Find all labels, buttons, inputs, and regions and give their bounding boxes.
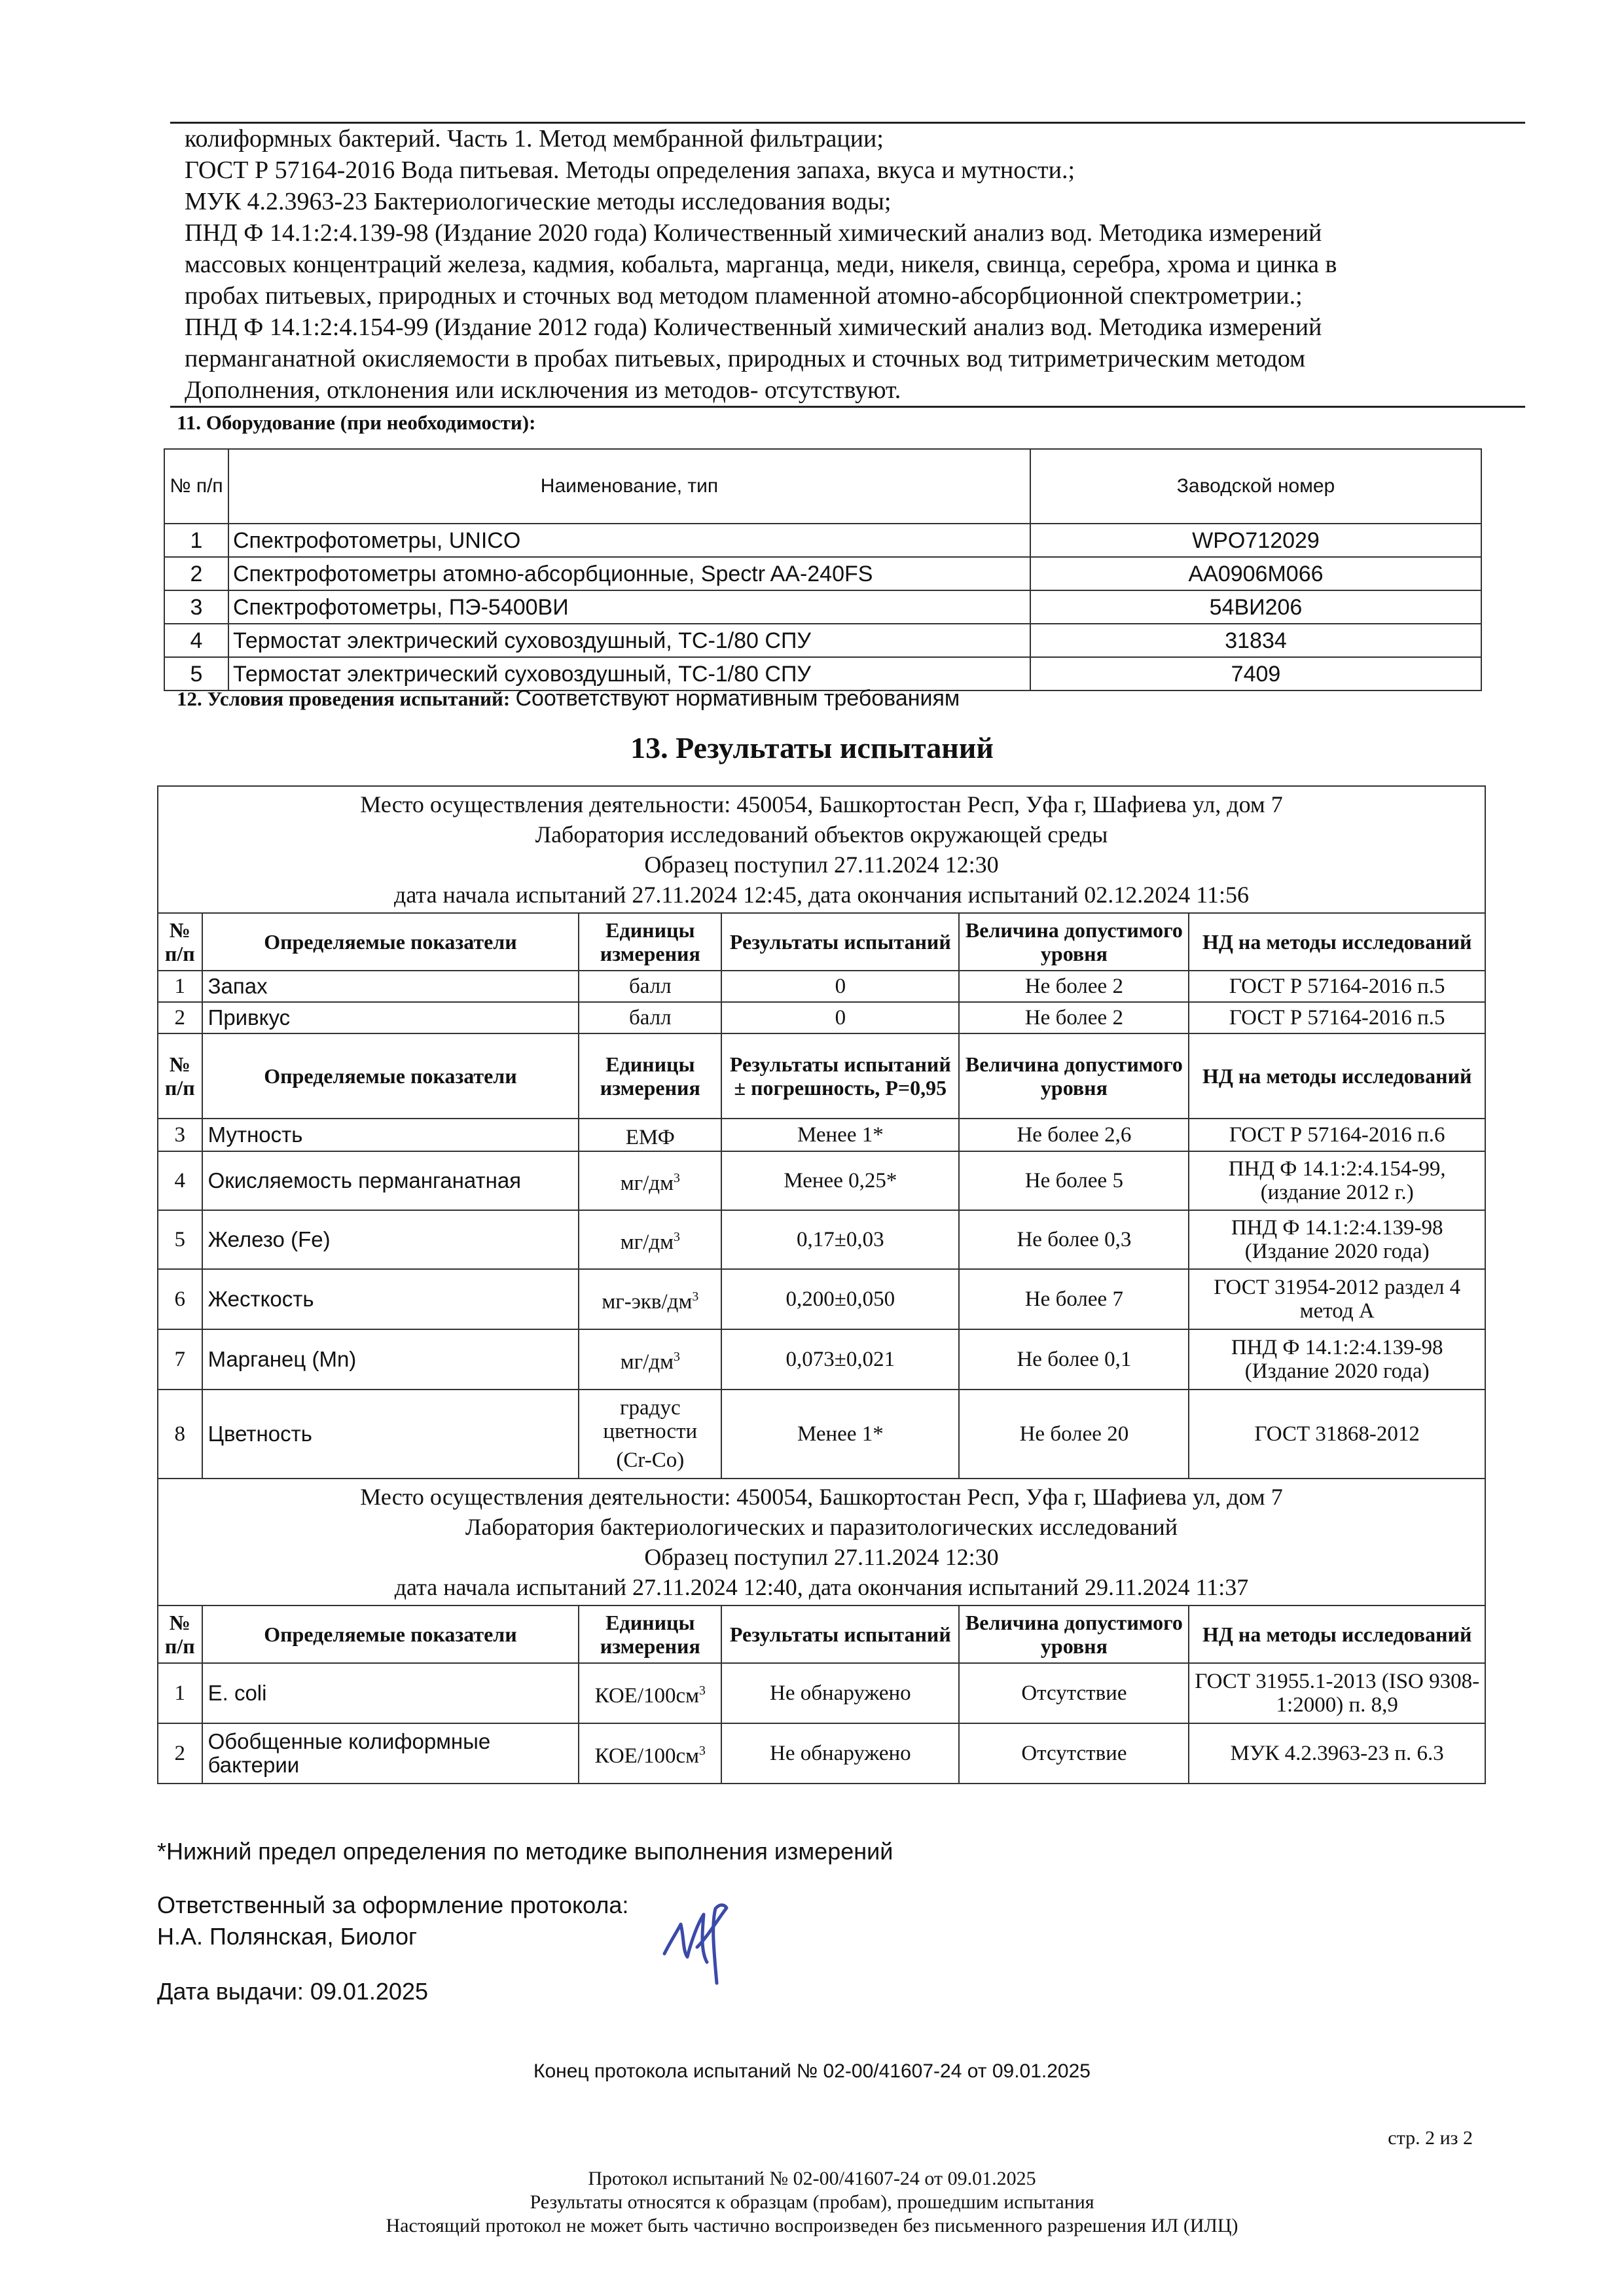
block1-dates: дата начала испытаний 27.11.2024 12:45, дата окончания испытаний 02.12.2024 11:56 [394,882,1249,908]
row-number: 2 [158,1002,202,1033]
methods-line: пробах питьевых, природных и сточных вод методом пламенной атомно-абсорбционной спектрометрии.; [185,282,1303,310]
block1-received: Образец поступил 27.11.2024 12:30 [644,852,999,878]
equipment-serial: 54ВИ206 [1030,590,1481,624]
indicator-name: Марганец (Mn) [202,1329,579,1390]
methods-line: ГОСТ Р 57164-2016 Вода питьевая. Методы определения запаха, вкуса и мутности.; [185,156,1075,184]
table-row [158,1329,1485,1390]
result: Менее 1* [721,1119,959,1151]
block2-received: Образец поступил 27.11.2024 12:30 [644,1544,999,1570]
equipment-name: Спектрофотометры, ПЭ-5400ВИ [228,590,1030,624]
header-result: Результаты испытаний [721,1605,959,1663]
equipment-header-name: Наименование, тип [228,449,1030,524]
methods-line: ПНД Ф 14.1:2:4.139-98 (Издание 2020 года) Количественный химический анализ вод. Методика измерений [185,219,1322,247]
table-row [164,590,1481,624]
method: ПНД Ф 14.1:2:4.154-99, (издание 2012 г.) [1189,1151,1485,1210]
header-method: НД на методы исследований [1189,1605,1485,1663]
row-number: 8 [158,1390,202,1479]
result: Не обнаружено [721,1663,959,1723]
method: ГОСТ Р 57164-2016 п.6 [1189,1119,1485,1151]
unit: $мг/дм^3$ [579,1151,721,1210]
row-number: 2 [158,1723,202,1784]
method: ГОСТ 31954-2012 раздел 4 метод А [1189,1269,1485,1329]
method: ГОСТ Р 57164-2016 п.5 [1189,971,1485,1002]
indicator-name: E. coli [202,1663,579,1723]
methods-line: Дополнения, отклонения или исключения из методов- отсутствуют. [185,376,901,404]
methods-line: колиформных бактерий. Часть 1. Метод мембранной фильтрации; [185,125,884,152]
indicator-name: Обобщенные колиформные бактерии [202,1723,579,1784]
method: ГОСТ Р 57164-2016 п.5 [1189,1002,1485,1033]
result: 0 [721,971,959,1002]
methods-line: массовых концентраций железа, кадмия, кобальта, марганца, меди, никеля, свинца, серебра, хрома и цинка в [185,251,1337,278]
block2-info [158,1479,1485,1605]
row-number: 7 [158,1329,202,1390]
result: 0,073±0,021 [721,1329,959,1390]
header-unit: Единицы измерения [579,1605,721,1663]
end-of-protocol: Конец протокола испытаний № 02-00/41607-24 от 09.01.2025 [533,2060,1091,2082]
results-table [157,785,1486,1784]
header-method: НД на методы исследований [1189,913,1485,971]
equipment-name: Спектрофотометры, UNICO [228,524,1030,557]
block2-header [158,1605,1485,1663]
page-number: стр. 2 из 2 [1388,2127,1473,2149]
signature [651,1885,743,1990]
indicator-name: Окисляемость перманганатная [202,1151,579,1210]
row-number: 5 [164,657,228,691]
indicator-name: Мутность [202,1119,579,1151]
indicator-name: Привкус [202,1002,579,1033]
equipment-name: Термостат электрический суховоздушный, ТС-1/80 СПУ [228,624,1030,657]
limit: Отсутствие [959,1723,1189,1784]
header-result: Результаты испытаний ± погрешность, P=0,95 [721,1033,959,1119]
table-row [164,624,1481,657]
limit: Не более 0,1 [959,1329,1189,1390]
row-number: 1 [164,524,228,557]
footnote: *Нижний предел определения по методике выполнения измерений [157,1838,893,1865]
block1-header-a [158,913,1485,971]
unit: балл [579,971,721,1002]
row-number: 1 [158,1663,202,1723]
header-limit: Величина допустимого уровня [959,1605,1189,1663]
methods-list [185,123,1520,406]
equipment-name: Спектрофотометры атомно-абсорбционные, Spectr AA-240FS [228,557,1030,590]
limit: Не более 0,3 [959,1210,1189,1269]
conditions-label: 12. Условия проведения испытаний: [177,687,511,710]
header-indicator: Определяемые показатели [202,1605,579,1663]
test-conditions [177,686,960,711]
result: 0,200±0,050 [721,1269,959,1329]
header-unit: Единицы измерения [579,913,721,971]
method: ПНД Ф 14.1:2:4.139-98 (Издание 2020 года) [1189,1329,1485,1390]
row-number: 1 [158,971,202,1002]
methods-bottom-rule [170,406,1525,408]
unit: $мг/дм^3$ [579,1210,721,1269]
row-number: 5 [158,1210,202,1269]
unit: ЕМФ [579,1119,721,1151]
result: Менее 0,25* [721,1151,959,1210]
table-row [158,1002,1485,1033]
equipment-serial: AA0906M066 [1030,557,1481,590]
methods-line: ПНД Ф 14.1:2:4.154-99 (Издание 2012 года) Количественный химический анализ вод. Методика измерений [185,314,1322,341]
equipment-serial: WPO712029 [1030,524,1481,557]
table-row [158,1119,1485,1151]
method: ПНД Ф 14.1:2:4.139-98 (Издание 2020 года) [1189,1210,1485,1269]
result: 0 [721,1002,959,1033]
equipment-name: Термостат электрический суховоздушный, ТС-1/80 СПУ [228,657,1030,691]
indicator-name: Железо (Fe) [202,1210,579,1269]
unit: КОЕ/$100см^3$ [579,1723,721,1784]
equipment-header-row [164,449,1481,524]
table-row [158,1390,1485,1479]
header-result: Результаты испытаний [721,913,959,971]
header-indicator: Определяемые показатели [202,913,579,971]
limit: Не более 20 [959,1390,1189,1479]
row-number: 4 [164,624,228,657]
equipment-serial: 7409 [1030,657,1481,691]
header-limit: Величина допустимого уровня [959,1033,1189,1119]
indicator-name: Жесткость [202,1269,579,1329]
header-number: № п/п [158,1033,202,1119]
equipment-header-number: № п/п [164,449,228,524]
block2-laboratory: Лаборатория бактериологических и паразитологических исследований [465,1514,1178,1540]
method: ГОСТ 31955.1-2013 (ISO 9308-1:2000) п. 8,9 [1189,1663,1485,1723]
result: Менее 1* [721,1390,959,1479]
table-row [158,1663,1485,1723]
limit: Отсутствие [959,1663,1189,1723]
header-indicator: Определяемые показатели [202,1033,579,1119]
issue-date: Дата выдачи: 09.01.2025 [157,1978,428,2005]
row-number: 4 [158,1151,202,1210]
method: МУК 4.2.3963-23 п. 6.3 [1189,1723,1485,1784]
table-row [158,1151,1485,1210]
row-number: 2 [164,557,228,590]
methods-line: перманганатной окисляемости в пробах питьевых, природных и сточных вод титриметрическим методом [185,345,1306,372]
equipment-header-serial: Заводской номер [1030,449,1481,524]
limit: Не более 2 [959,971,1189,1002]
indicator-name: Цветность [202,1390,579,1479]
footer-protocol: Протокол испытаний № 02-00/41607-24 от 09.01.2025 [588,2168,1036,2189]
responsible-label: Ответственный за оформление протокола: [157,1892,629,1918]
limit: Не более 5 [959,1151,1189,1210]
unit: КОЕ/$100см^3$ [579,1663,721,1723]
unit: балл [579,1002,721,1033]
header-unit: Единицы измерения [579,1033,721,1119]
results-title: 13. Результаты испытаний [630,731,994,764]
block2-location: Место осуществления деятельности: 450054, Башкортостан Респ, Уфа г, Шафиева ул, дом 7 [360,1484,1283,1510]
table-row [164,524,1481,557]
indicator-name: Запах [202,971,579,1002]
unit: $мг/дм^3$ [579,1329,721,1390]
methods-line: МУК 4.2.3963-23 Бактериологические методы исследования воды; [185,188,892,215]
unit: $мг-экв/дм^3$ [579,1269,721,1329]
footer-results-note: Результаты относятся к образцам (пробам), прошедшим испытания [530,2191,1094,2213]
block2-dates: дата начала испытаний 27.11.2024 12:40, дата окончания испытаний 29.11.2024 11:37 [394,1574,1249,1600]
row-number: 3 [158,1119,202,1151]
table-row [158,1269,1485,1329]
result: Не обнаружено [721,1723,959,1784]
header-number: № п/п [158,913,202,971]
table-row [158,1723,1485,1784]
block1-location: Место осуществления деятельности: 450054, Башкортостан Респ, Уфа г, Шафиева ул, дом 7 [360,791,1283,817]
block1-laboratory: Лаборатория исследований объектов окружающей среды [535,821,1108,848]
header-method: НД на методы исследований [1189,1033,1485,1119]
header-number: № п/п [158,1605,202,1663]
equipment-title: 11. Оборудование (при необходимости): [177,411,536,434]
equipment-serial: 31834 [1030,624,1481,657]
block1-info [158,786,1485,913]
limit: Не более 2,6 [959,1119,1189,1151]
conditions-value: Соответствуют нормативным требованиям [515,686,960,711]
table-row [158,1210,1485,1269]
equipment-table [164,448,1482,691]
header-limit: Величина допустимого уровня [959,913,1189,971]
block1-header-b [158,1033,1485,1119]
limit: Не более 7 [959,1269,1189,1329]
unit: градус цветности (Cr-Co) [579,1390,721,1479]
footer-reproduction-note: Настоящий протокол не может быть частично воспроизведен без письменного разрешения ИЛ (ИЛЦ) [386,2215,1238,2236]
table-row [164,557,1481,590]
method: ГОСТ 31868-2012 [1189,1390,1485,1479]
table-row [158,971,1485,1002]
row-number: 6 [158,1269,202,1329]
limit: Не более 2 [959,1002,1189,1033]
responsible-name: Н.А. Полянская, Биолог [157,1923,418,1950]
row-number: 3 [164,590,228,624]
result: 0,17±0,03 [721,1210,959,1269]
